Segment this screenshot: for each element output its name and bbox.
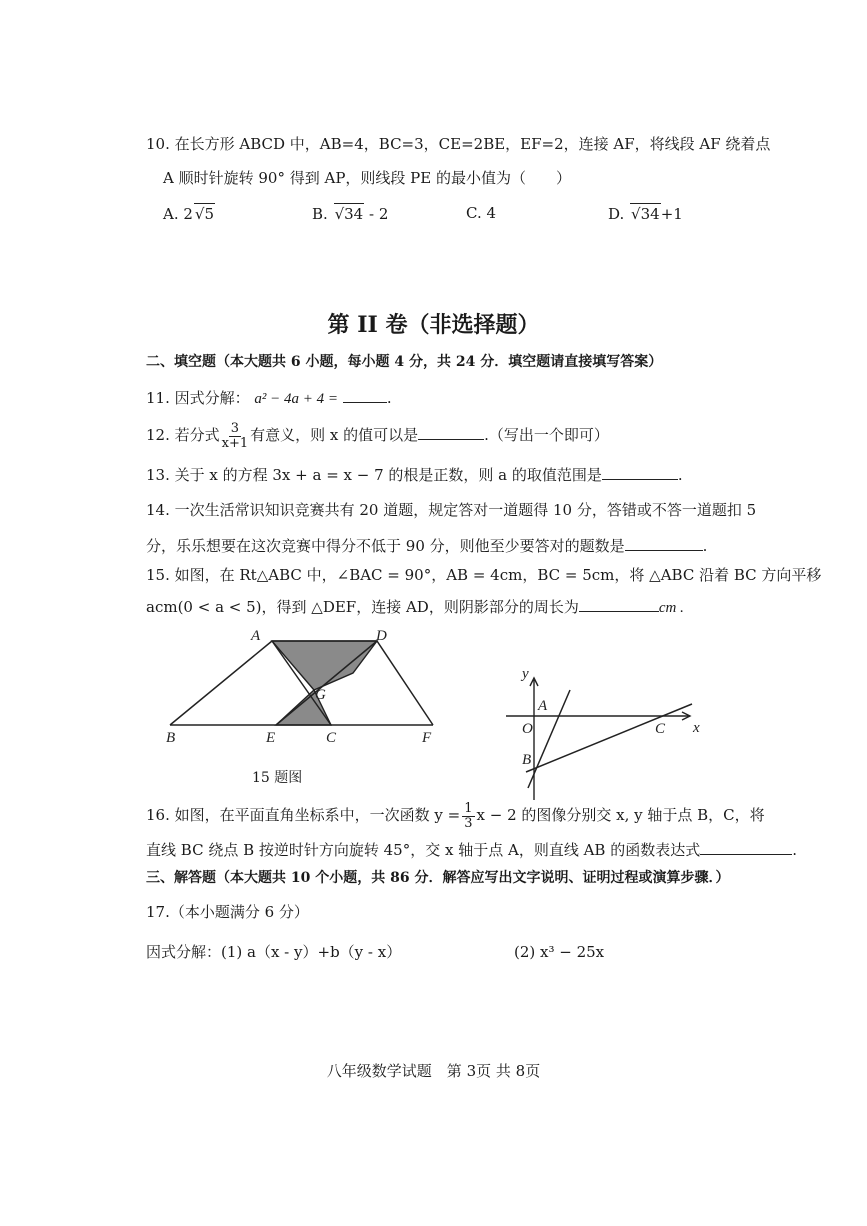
q13-suffix: . xyxy=(677,466,683,484)
q10-option-b-tail: - 2 xyxy=(364,205,389,223)
section-title: 第 II 卷（非选择题） xyxy=(327,312,540,338)
fraction xyxy=(462,802,474,831)
q16-line2-suffix: . xyxy=(792,841,798,859)
q16-prefix: 16. 如图，在平面直角坐标系中，一次函数 y = xyxy=(146,806,461,824)
fraction-numerator: 3 xyxy=(230,420,240,436)
answer-blank[interactable] xyxy=(602,465,678,480)
label-f: F xyxy=(422,730,432,746)
line-bc xyxy=(526,704,692,772)
label-c: C xyxy=(326,730,337,746)
segment-df xyxy=(377,641,433,725)
q14-suffix: . xyxy=(702,537,708,555)
q10-option-d-label: D. xyxy=(608,205,625,223)
label-o: O xyxy=(522,721,533,737)
q16-line1 xyxy=(146,800,765,831)
sqrt-sign: √34 xyxy=(334,205,364,223)
q10-option-b-label: B. xyxy=(312,205,328,223)
q10-option-b xyxy=(312,203,388,224)
q10-option-a xyxy=(163,203,215,224)
q12-suffix: .（写出一个即可） xyxy=(484,426,609,444)
fraction xyxy=(222,422,249,451)
fraction-numerator: 1 xyxy=(464,800,473,816)
q10-option-d-tail: +1 xyxy=(660,205,683,223)
segment-ab xyxy=(170,641,272,725)
q11-expression: a² − 4a + 4 = xyxy=(254,391,339,407)
q10-line2: A 顺时针旋转 90° 得到 AP，则线段 PE 的最小值为（ ） xyxy=(163,169,571,187)
figure-16 xyxy=(500,660,720,810)
q14-text: 分，乐乐想要在这次竞赛中得分不低于 90 分，则他至少要答对的题数是 xyxy=(146,537,625,555)
fraction-denominator: x+1 xyxy=(221,435,249,451)
sqrt-sign: √34 xyxy=(631,205,660,223)
q11 xyxy=(146,388,392,409)
label-b: B xyxy=(166,730,176,746)
q15-unit: cm . xyxy=(658,600,684,616)
q14-line1: 14. 一次生活常识知识竞赛共有 20 道题，规定答对一道题得 10 分，答错或不答一道题扣 5 xyxy=(146,501,757,519)
label-e: E xyxy=(266,730,276,746)
answer-blank[interactable] xyxy=(700,840,792,855)
sqrt-sign: √5 xyxy=(194,205,215,223)
answer-blank[interactable] xyxy=(418,425,484,440)
q17-part2: (2) x³ − 25x xyxy=(514,943,605,961)
label-d: D xyxy=(376,628,387,644)
q12-middle: 有意义，则 x 的值可以是 xyxy=(250,426,419,444)
q15-line1: 15. 如图，在 Rt△ABC 中，∠BAC = 90°，AB = 4cm，BC = 5cm，将 △ABC 沿着 BC 方向平移 xyxy=(146,566,822,584)
label-b: B xyxy=(522,752,532,768)
q12 xyxy=(146,420,609,451)
q12-prefix: 12. 若分式 xyxy=(146,426,220,444)
label-c: C xyxy=(655,721,666,737)
label-y: y xyxy=(522,666,529,682)
q10-option-d xyxy=(608,203,683,224)
q15-line2 xyxy=(146,597,684,618)
part2-heading: 二、填空题（本大题共 6 小题，每小题 4 分，共 24 分．填空题请直接填写答案） xyxy=(146,354,663,370)
q10-option-c: C. 4 xyxy=(466,204,497,222)
answer-blank[interactable] xyxy=(579,597,659,612)
label-a: A xyxy=(538,698,548,714)
q10-option-a-label: A. 2 xyxy=(163,205,193,223)
q10-line1: 10. 在长方形 ABCD 中，AB=4，BC=3，CE=2BE，EF=2，连接 AF，将线段 AF 绕着点 xyxy=(146,135,771,153)
radicand: 34 xyxy=(640,205,660,223)
q17-part1: 因式分解：(1) a（x - y）+b（y - x） xyxy=(146,943,402,961)
q11-prefix: 11. 因式分解： xyxy=(146,389,250,407)
fraction-denominator: 3 xyxy=(464,815,473,831)
label-a: A xyxy=(251,628,261,644)
q16-line2 xyxy=(146,840,797,860)
q17-title: 17.（本小题满分 6 分） xyxy=(146,903,309,921)
answer-blank[interactable] xyxy=(625,536,703,551)
part3-heading: 三、解答题（本大题共 10 个小题，共 86 分．解答应写出文字说明、证明过程或演算步骤．） xyxy=(146,870,730,886)
q13-text: 13. 关于 x 的方程 3x + a = x − 7 的根是正数，则 a 的取值范围是 xyxy=(146,466,602,484)
radicand: 5 xyxy=(204,205,215,223)
q14-line2 xyxy=(146,536,707,556)
label-g: G xyxy=(315,687,326,703)
q11-suffix: . xyxy=(386,389,392,407)
q16-line2-text: 直线 BC 绕点 B 按逆时针方向旋转 45°，交 x 轴于点 A，则直线 AB 的函数表达式 xyxy=(146,841,701,859)
radicand: 34 xyxy=(344,205,364,223)
figure-15 xyxy=(160,624,450,748)
label-x: x xyxy=(693,720,700,736)
figure-15-caption: 15 题图 xyxy=(252,770,303,786)
shaded-region-top xyxy=(272,641,377,690)
q13 xyxy=(146,465,683,485)
q16-suffix: x − 2 的图像分别交 x, y 轴于点 B，C，将 xyxy=(476,806,765,824)
answer-blank[interactable] xyxy=(343,388,387,403)
q15-text: acm(0 < a < 5)，得到 △DEF，连接 AD，则阴影部分的周长为 xyxy=(146,598,579,616)
page-footer: 八年级数学试题 第 3页 共 8页 xyxy=(326,1062,541,1080)
